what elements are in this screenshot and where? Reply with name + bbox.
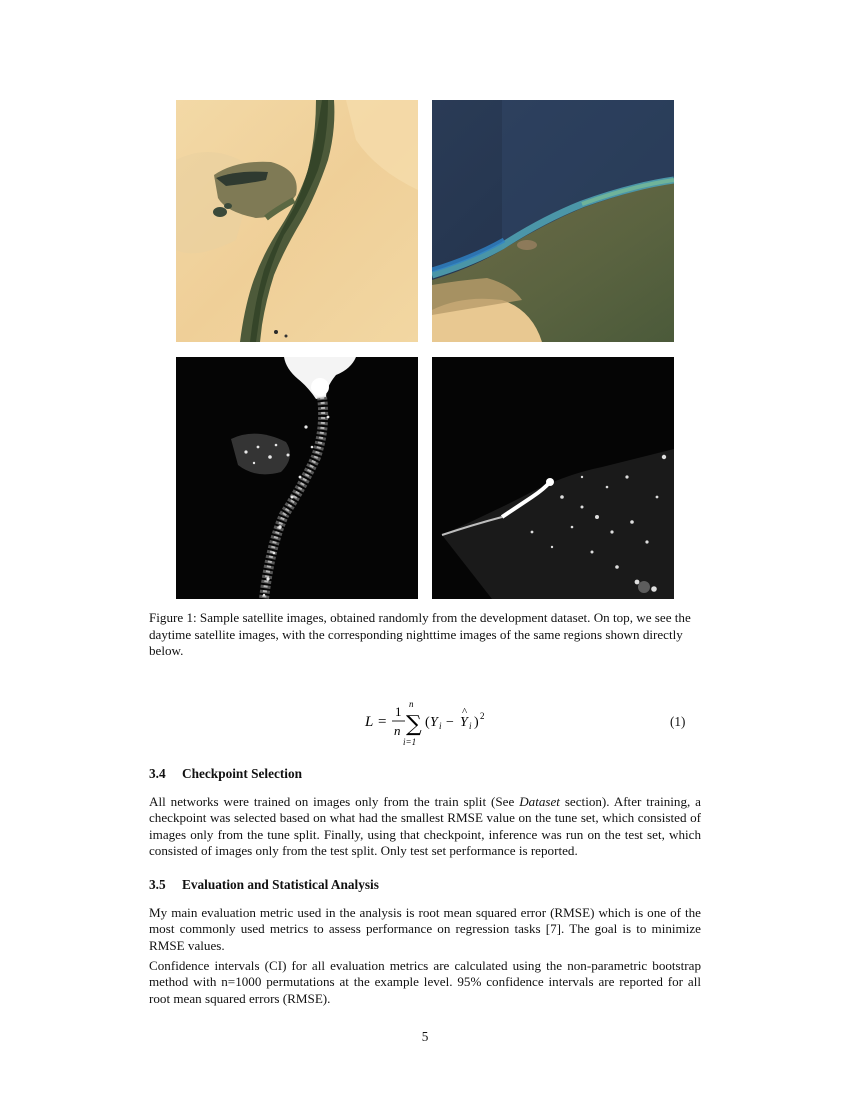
nighttime-satellite-image-nile-valley [176, 357, 418, 599]
svg-text:i: i [439, 721, 442, 731]
page-number: 5 [421, 1029, 429, 1044]
nighttime-satellite-image-nile-delta [432, 357, 674, 599]
svg-text:Y: Y [460, 715, 468, 730]
paragraph-text: All networks were trained on images only from the train split (See [149, 794, 520, 809]
paragraph-confidence-intervals: Confidence intervals (CI) for all evaluation metrics are calculated using the non-parametric bootstrap method with n=1000 permutations at the example level. 95% confidence intervals are reported for all root mean squared errors (RMSE). [149, 958, 701, 1006]
equation-graphic [365, 700, 505, 748]
daytime-satellite-image-nile-valley [176, 100, 418, 342]
satellite-daytime-image [176, 100, 418, 342]
dataset-emphasis: Dataset [519, 794, 560, 809]
section-heading-evaluation [149, 877, 379, 893]
svg-text:∑: ∑ [406, 712, 422, 737]
svg-text:i: i [469, 721, 472, 731]
satellite-nighttime-image [176, 357, 418, 599]
loss-equation [365, 700, 505, 748]
section-title: Evaluation and Statistical Analysis [182, 877, 379, 892]
section-number: 3.4 [149, 766, 166, 781]
svg-text:=: = [378, 714, 387, 730]
section-title: Checkpoint Selection [182, 766, 303, 781]
satellite-daytime-image [432, 100, 674, 342]
section-heading-checkpoint-selection [149, 766, 302, 782]
paragraph-evaluation-metric: My main evaluation metric used in the analysis is root mean squared error (RMSE) which is one of the most commonly used metrics to assess performance on regression tasks [7]. The goal is to minimize RMSE values. [149, 905, 701, 953]
svg-text:−: − [446, 715, 454, 730]
svg-text:^: ^ [462, 706, 468, 718]
equation-sum-lower: i=1 [403, 737, 417, 747]
section-number: 3.5 [149, 877, 166, 892]
daytime-satellite-image-nile-delta [432, 100, 674, 342]
paragraph-text: section). After training, a checkpoint was selected based on what had the smallest RMSE value on the tune set, which consisted of images only from the tune split. Finally, using that checkpoint, inference was run on the test set, which consisted of images only from the test split. Only test set performance is reported. [149, 794, 701, 859]
svg-text:Y: Y [430, 715, 438, 730]
svg-text:2: 2 [480, 711, 485, 721]
svg-text:(: ( [425, 715, 430, 730]
svg-text:): ) [474, 715, 479, 730]
equation-fraction-numerator: 1 [395, 704, 402, 719]
equation-sum-upper: n [409, 699, 414, 709]
figure-caption: Figure 1: Sample satellite images, obtained randomly from the development dataset. On top, we see the daytime satellite images, with the corresponding nighttime images of the same regions shown directly below. [149, 610, 691, 658]
equation-lhs: L [365, 714, 374, 730]
equation-number: (1) [670, 714, 686, 729]
paragraph-checkpoint-selection [149, 794, 701, 860]
equation-fraction-denominator: n [394, 723, 401, 738]
satellite-nighttime-image [432, 357, 674, 599]
